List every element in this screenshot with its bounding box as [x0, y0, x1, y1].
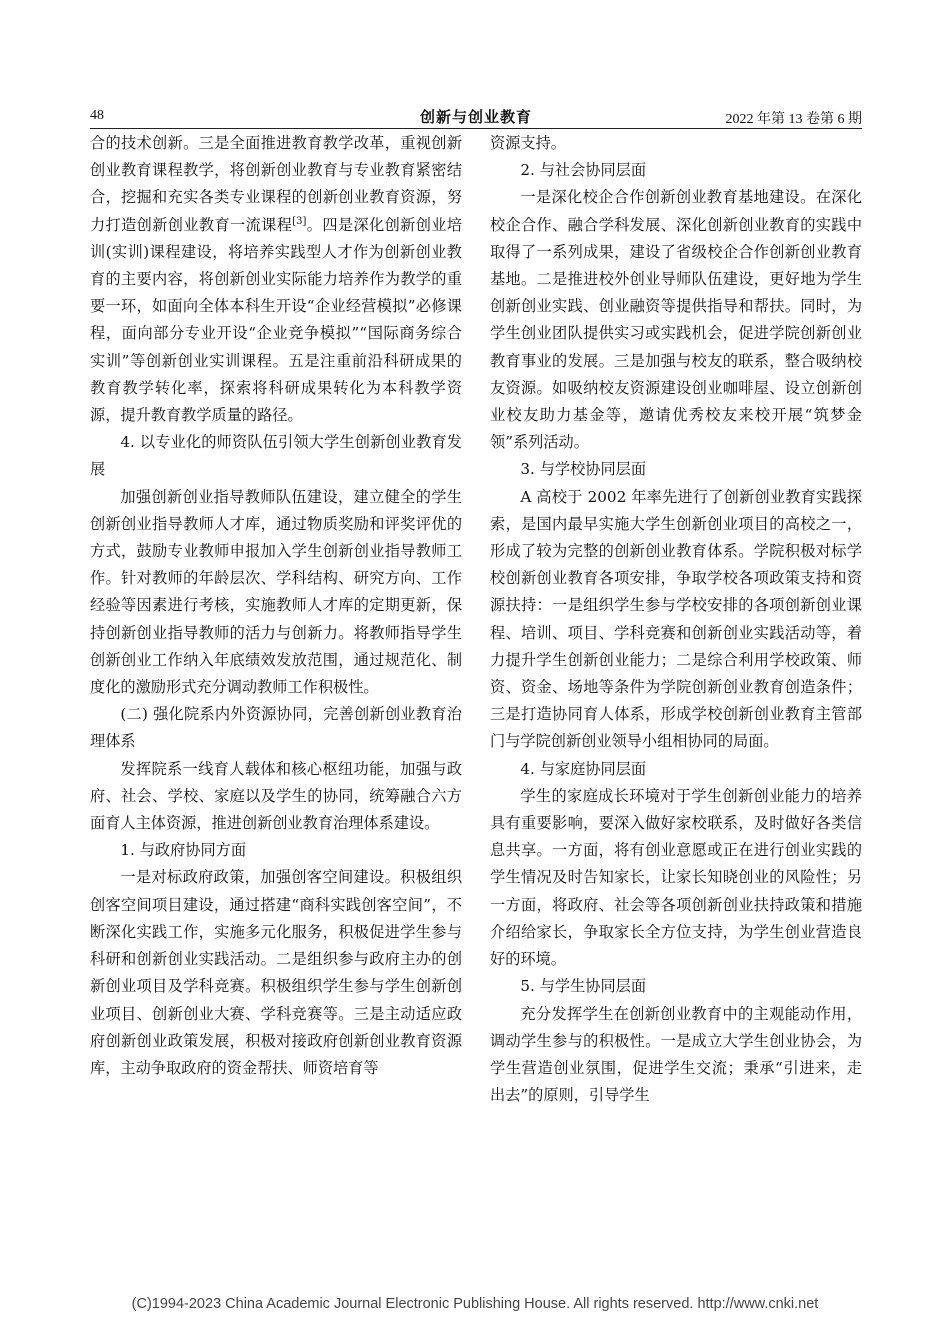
citation-mark: [3]: [292, 215, 307, 227]
left-column: [90, 130, 462, 1082]
running-header: [90, 106, 862, 129]
section-heading: 5. 与学生协同层面: [520, 977, 647, 996]
paragraph: 学生的家庭成长环境对于学生创新创业能力的培养具有重要影响，要深入做好家校联系，及时做好各类信息共享。一方面，将有创业意愿或正在进行创业实践的学生情况及时告知家长，让家长知晓创业的风险性；另一方面，将政府、社会等各项创新创业扶持政策和措施介绍给家长，争取家长全方位支持，为学生创业营造良好的环境。: [490, 786, 862, 969]
paragraph: 资源支持。: [490, 134, 566, 152]
section-heading: 1. 与政府协同方面: [120, 841, 247, 860]
section-heading: (二) 强化院系内外资源协同，完善创新创业教育治理体系: [90, 705, 462, 751]
page-number: 48: [90, 108, 104, 123]
paragraph: 发挥院系一线育人载体和核心枢纽功能，加强与政府、社会、学校、家庭以及学生的协同，统筹融合六方面育人主体资源，推进创新创业教育治理体系建设。: [90, 759, 462, 833]
section-heading: 4. 与家庭协同层面: [520, 759, 647, 778]
paragraph: 加强创新创业指导教师队伍建设，建立健全的学生创新创业指导教师人才库，通过物质奖励和评奖评优的方式，鼓励专业教师申报加入学生创新创业指导教师工作。针对教师的年龄层次、学科结构、研究方向、工作经验等因素进行考核，实施教师人才库的定期更新，保持创新创业指导教师的活力与创新力。将教师指导学生创新创业工作纳入年底绩效发放范围，通过规范化、制度化的激励形式充分调动教师工作积极性。: [90, 487, 462, 697]
paragraph: 一是对标政府政策，加强创客空间建设。积极组织创客空间项目建设，通过搭建“商科实践创客空间”，不断深化实践工作，实施多元化服务，积极促进学生参与科研和创新创业实践活动。二是组织参与政府主办的创新创业项目及学科竞赛。积极组织学生参与学生创新创业项目、创新创业大赛、学科竞赛等。三是主动适应政府创新创业政策发展，积极对接政府创新创业教育资源库，主动争取政府的资金帮扶、师资培育等: [90, 868, 462, 1077]
paragraph: A 高校于 2002 年率先进行了创新创业教育实践探索，是国内最早实施大学生创新创业项目的高校之一，形成了较为完整的创新创业教育体系。学院积极对标学校创新创业教育各项安排，争取学校各项政策支持和资源扶持：一是组织学生参与学校安排的各项创新创业课程、培训、项目、学科竞赛和创新创业实践活动等，着力提升学生创新创业能力；二是综合利用学校政策、师资、资金、场地等条件为学院创新创业教育创造条件；三是打造协同育人体系，形成学校创新创业教育主管部门与学院创新创业领导小组相协同的局面。: [490, 487, 862, 751]
section-heading: 2. 与社会协同层面: [520, 161, 647, 180]
copyright-footer: (C)1994-2023 China Academic Journal Electronic Publishing House. All rights reserved. http://www.cnki.net: [131, 1296, 819, 1312]
right-column: [490, 130, 862, 1109]
paragraph: 合的技术创新。三是全面推进教育教学改革，重视创新创业教育课程教学，将创新创业教育与专业教育紧密结合，挖掘和充实各类专业课程的创新创业教育资源，努力打造创新创业教育一流课程[3]。四是深化创新创业培训(实训)课程建设，将培养实践型人才作为创新创业教育的主要内容，将创新创业实际能力培养作为教学的重要一环，如面向全体本科生开设“企业经营模拟”必修课程，面向部分专业开设“企业竞争模拟”“国际商务综合实训”等创新创业实训课程。五是注重前沿科研成果的教育教学转化率，探索将科研成果转化为本科教学资源，提升教育教学质量的路径。: [90, 134, 463, 425]
section-heading: 4. 以专业化的师资队伍引领大学生创新创业教育发展: [90, 433, 462, 479]
paragraph: 一是深化校企合作创新创业教育基地建设。在深化校企合作、融合学科发展、深化创新创业教育的实践中取得了一系列成果，建设了省级校企合作创新创业教育基地。二是推进校外创业导师队伍建设，更好地为学生创新创业实践、创业融资等提供指导和帮扶。同时，为学生创业团队提供实习或实践机会，促进学院创新创业教育事业的发展。三是加强与校友的联系，整合吸纳校友资源。如吸纳校友资源建设创业咖啡屋、设立创新创业校友助力基金等，邀请优秀校友来校开展“筑梦金领”系列活动。: [490, 188, 862, 452]
paragraph: 充分发挥学生在创新创业教育中的主观能动作用，调动学生参与的积极性。一是成立大学生创业协会，为学生营造创业氛围，促进学生交流；秉承“引进来，走出去”的原则，引导学生: [490, 1004, 862, 1105]
section-heading: 3. 与学校协同层面: [520, 460, 647, 479]
journal-title: 创新与创业教育: [419, 110, 532, 126]
issue-info: 2022 年第 13 卷第 6 期: [725, 112, 862, 127]
